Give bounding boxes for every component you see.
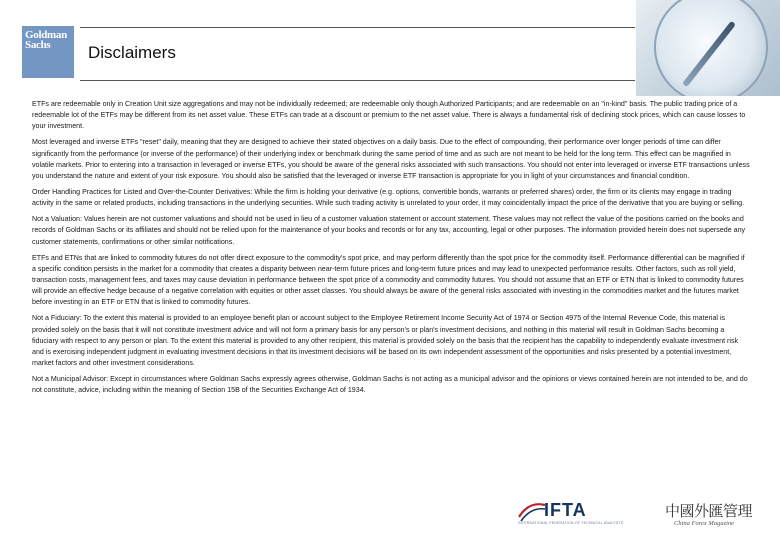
disclaimer-body [32,99,750,401]
disclaimer-paragraph: Order Handling Practices for Listed and Over-the-Counter Derivatives: While the firm is holding your derivative (e.g. options, convertible bonds, warrants or preferred shares) order, the firm or its clients may engage in trading activity in the same or related products, including transactions in the underlying securities. While such trading activity is unrelated to your order, it may coincidentally impact the price of the derivative that you are buying or selling. [32,188,745,208]
compass-image [636,0,780,96]
ifta-logo-text: IFTA [544,500,587,520]
disclaimer-paragraph: Most leveraged and inverse ETFs "reset" daily, meaning that they are designed to achieve their stated objectives on a daily basis. Due to the effect of compounding, their performance over longer periods of time can differ significantly from the performance (or inverse of the performance) of their underlying index or benchmark during the same period of time and as such are not meant to be held for the long term. This effect can be magnified in volatile markets. Prior to entering into a transaction in leveraged or inverse ETFs, you should be aware of the general risks associated with such transactions. You should not enter into leveraged or inverse ETF transactions unless you understand the nature and extent of your risk exposure. You should also be satisfied that the leveraged or inverse ETF transaction is appropriate for you in light of your circumstances and financial condition. [32,138,750,181]
china-forex-subtitle: China Forex Magazine [674,520,735,527]
china-forex-logo: 中國外匯管理 [665,502,753,520]
goldman-sachs-logo [22,26,74,78]
logo-line-1: Goldman [25,29,67,41]
disclaimer-paragraph: Not a Valuation: Values herein are not customer valuations and should not be used in lieu of a customer valuation statement or account statement. These values may not reflect the value of the positions carried on the books and records of Goldman Sachs or its affiliates and should not be relied upon for the maintenance of your books and records or for any tax, accounting, legal or other purposes. The information provided herein does not supersede any customer statements, confirmations or other similar notifications. [32,215,746,246]
disclaimer-paragraph: ETFs and ETNs that are linked to commodity futures do not offer direct exposure to the commodity's spot price, and may perform differently than the spot price for the commodity itself. Performance differential can be magnified if a specific condition persists in the market for a commodity that creates a disparity between near-term future prices and long-term future prices and may lead to unexpected performance results. Other factors, such as roll yield, transaction costs, management fees, and taxes may cause deviation in performance between the spot price of a commodity and commodity futures. You should not assume that an ETF or ETN that is linked to commodity futures will provide an effective hedge because of a negative correlation with equities or other asset classes. You should always be aware of the general risks associated with investing in the commodities market and the futures market before investing in an ETF or ETN that is linked to commodity futures. [32,253,745,307]
page-title: Disclaimers [88,43,176,62]
logo-line-2: Sachs [25,39,51,51]
ifta-logo-subtitle: INTERNATIONAL FEDERATION OF TECHNICAL ANALYSTS [518,521,624,525]
disclaimer-paragraph: Not a Fiduciary: To the extent this material is provided to an employee benefit plan or account subject to the Employee Retirement Income Security Act of 1974 or Section 4975 of the Internal Revenue Code, this material is provided solely on the basis that it will not constitute investment advice and will not form a primary basis for any person's or plan's investment decisions, and nothing in this material will result in Goldman Sachs becoming a fiduciary with respect to any person or plan. To the extent this material is provided to any other recipient, this material is provided solely on the basis that the recipient has the capability to independently evaluate investment risk and is exercising independent judgment in evaluating investment decisions in that its investment decisions will be based on its own independent assessment of the opportunities and risks presented by a potential investment, market factors and other investment considerations. [32,314,739,368]
header-top-rule [80,27,635,28]
header-bottom-rule [80,80,635,81]
disclaimer-paragraph: Not a Municipal Advisor: Except in circumstances where Goldman Sachs expressly agrees otherwise, Goldman Sachs is not acting as a municipal advisor and the opinions or views contained herein are not intended to be, and do not constitute, advice, including within the meaning of Section 15B of the Securities Exchange Act of 1934. [32,375,748,395]
disclaimer-paragraph: ETFs are redeemable only in Creation Unit size aggregations and may not be individually redeemed; are redeemable only though Authorized Participants; and are redeemable on an "in-kind" basis. The public trading price of a redeemable lot of the ETFs may be different from its net asset value. These ETFs can trade at a discount or premium to the net asset value. There is always a fundamental risk of declining stock prices, which can cause losses to your investment. [32,100,746,131]
